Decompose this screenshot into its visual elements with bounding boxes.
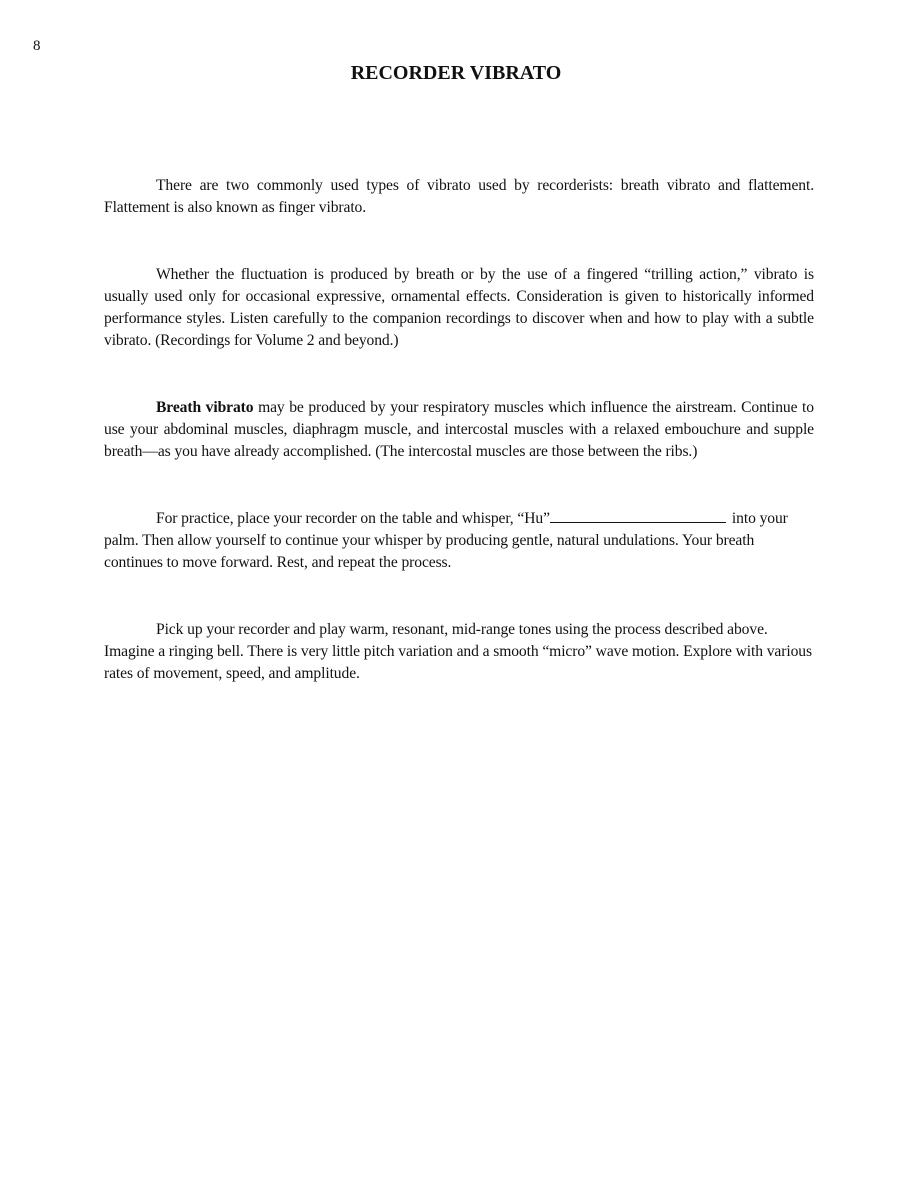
page-number: 8	[33, 38, 41, 54]
fill-in-blank-line	[550, 508, 726, 523]
paragraph-text: Whether the fluctuation is produced by breath or by the use of a fingered “trilling action,” vibrato is usually used only for occasional expressive, ornamental effects. Consideration is given to historically informed performance styles. Listen carefully to the companion recordings to discover when and how to play with a subtle vibrato. (Recordings for Volume 2 and beyond.)	[104, 266, 814, 349]
paragraph-practice	[104, 508, 814, 574]
paragraph-play-tones	[104, 619, 814, 685]
paragraph-text-before-blank: For practice, place your recorder on the table and whisper, “Hu”	[156, 510, 550, 527]
paragraph-text: may be produced by your respiratory muscles which influence the airstream. Continue to use your abdominal muscles, diaphragm muscle, and intercostal muscles with a relaxed embouchure and supple breath—as you have already accomplished. (The intercostal muscles are those between the ribs.)	[104, 399, 814, 460]
paragraph-text: Pick up your recorder and play warm, resonant, mid-range tones using the process described above. Imagine a ringing bell. There is very little pitch variation and a smooth “micro” wave motion. Explore with various rates of movement, speed, and amplitude.	[104, 621, 812, 682]
paragraph-text-after-blank: into your palm. Then allow yourself to continue your whisper by producing gentle, natural undulations. Your breath continues to move forward. Rest, and repeat the process.	[104, 510, 788, 571]
body-text	[104, 175, 814, 730]
paragraph-breath-vibrato	[104, 397, 814, 463]
paragraph-vibrato-types	[104, 175, 814, 219]
breath-vibrato-term: Breath vibrato	[156, 399, 254, 416]
page-title: RECORDER VIBRATO	[350, 62, 562, 84]
paragraph-text: There are two commonly used types of vibrato used by recorderists: breath vibrato and flattement. Flattement is also known as finger vibrato.	[104, 177, 814, 216]
paragraph-fluctuation	[104, 264, 814, 352]
